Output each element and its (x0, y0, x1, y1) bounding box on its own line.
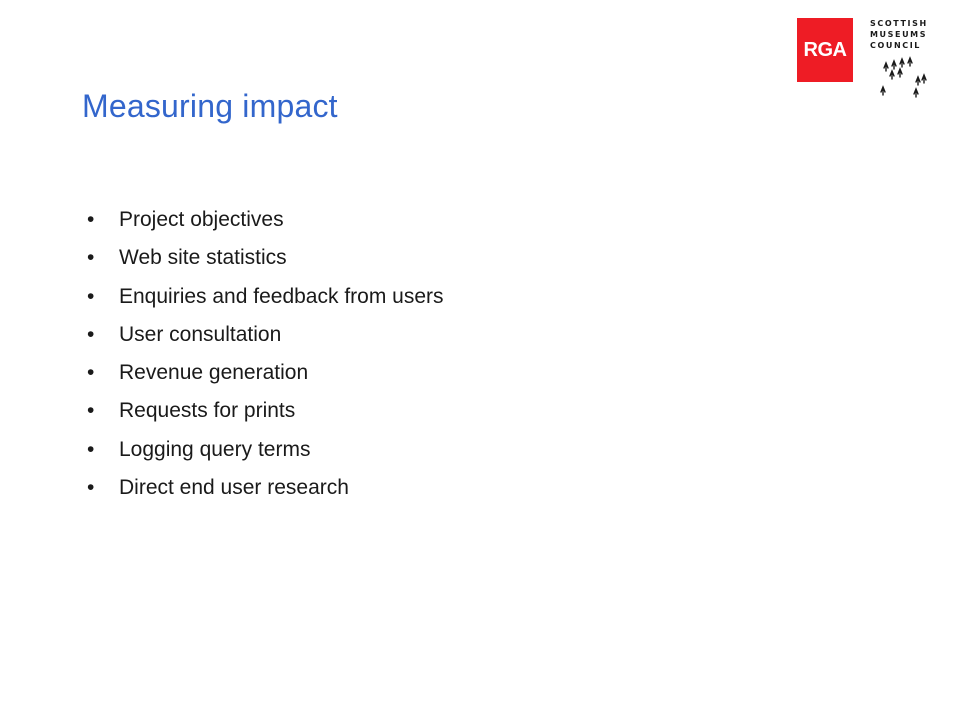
rga-logo-text: RGA (803, 38, 847, 61)
bullet-text: User consultation (119, 322, 282, 346)
bullet-dot-icon: • (87, 437, 95, 461)
bullet-text: Project objectives (119, 208, 284, 231)
bullet-dot-icon: • (87, 361, 95, 385)
smc-logo-line-2: MUSEUMS (870, 30, 928, 39)
bullet-text: Enquiries and feedback from users (119, 284, 444, 308)
bullet-text: Logging query terms (119, 437, 311, 461)
bullet-text: Revenue generation (119, 361, 309, 385)
bullet-dot-icon: • (87, 208, 95, 231)
slide-title: Measuring impact (82, 88, 338, 124)
bullet-dot-icon: • (87, 322, 95, 346)
scottish-museums-council-logo (870, 18, 940, 104)
bullet-dot-icon: • (87, 284, 95, 308)
bullet-dot-icon: • (87, 476, 95, 500)
smc-logo-line-1: SCOTTISH (870, 19, 928, 28)
smc-logo-line-3: COUNCIL (870, 41, 922, 50)
bullet-text: Direct end user research (119, 476, 349, 500)
bullet-dot-icon: • (87, 246, 95, 270)
rga-logo (797, 18, 853, 82)
smc-figures-icon (870, 54, 940, 106)
bullet-dot-icon: • (87, 399, 95, 423)
bullet-text: Requests for prints (119, 399, 296, 423)
bullet-text: Web site statistics (119, 246, 287, 270)
